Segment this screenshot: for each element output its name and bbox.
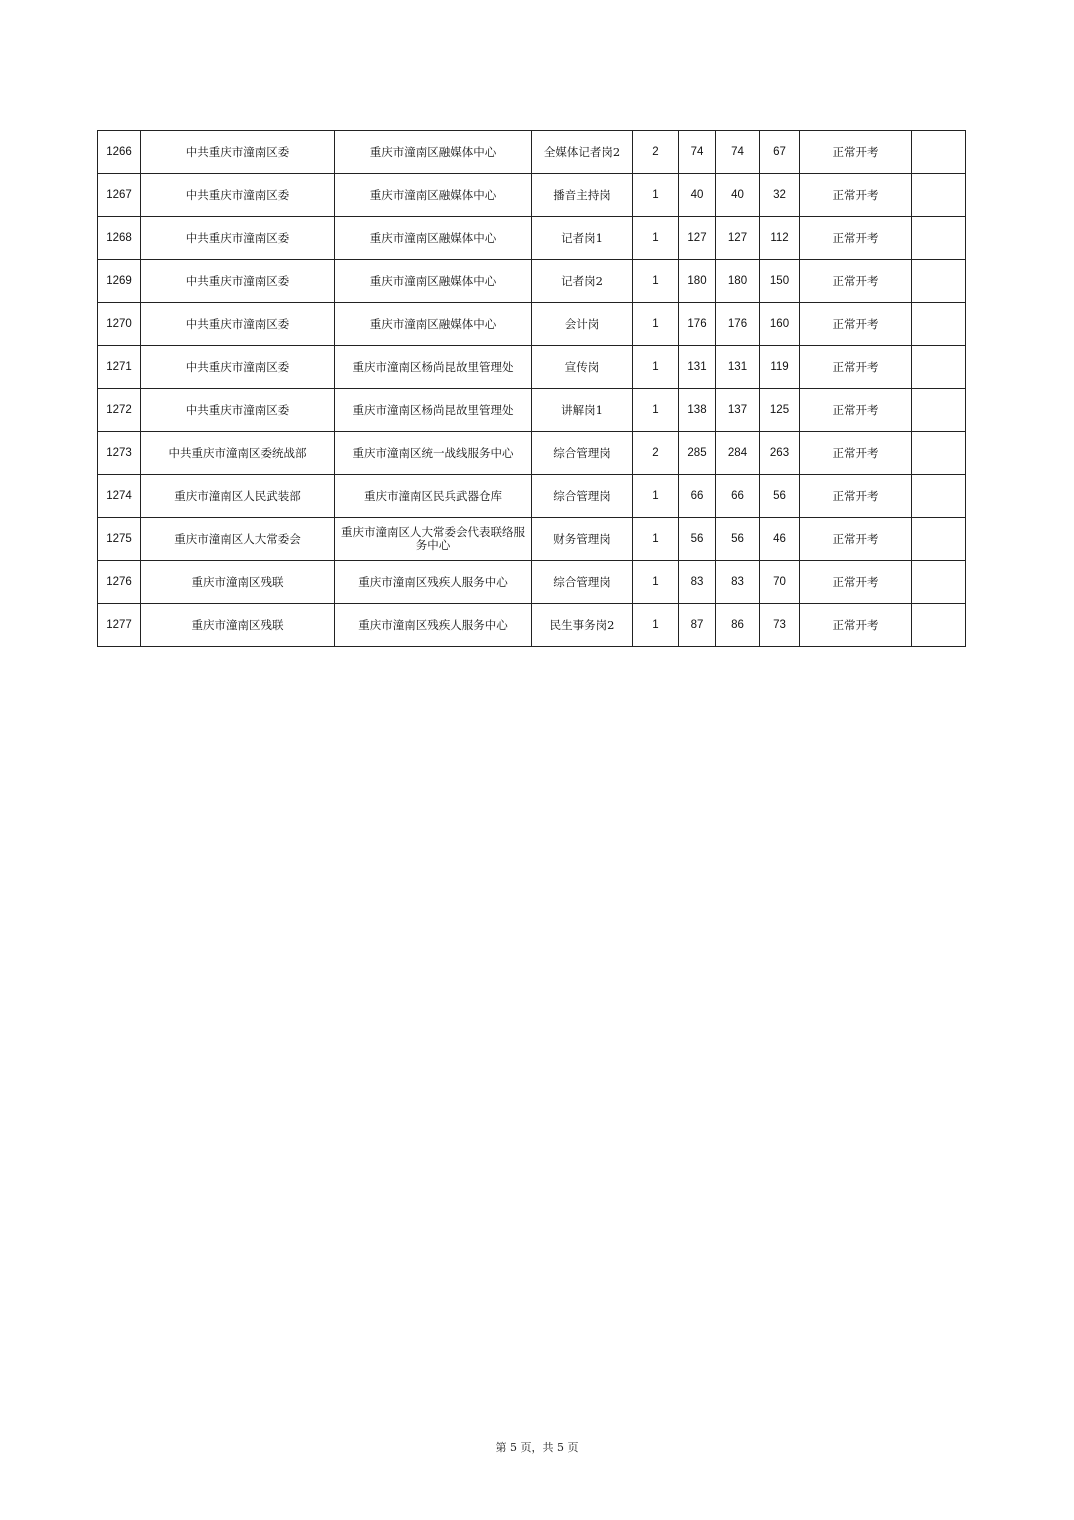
plan-count-cell: 1 xyxy=(633,518,679,561)
row-code: 1276 xyxy=(98,561,141,604)
count-2-cell: 66 xyxy=(716,475,760,518)
department-cell: 重庆市潼南区残联 xyxy=(141,561,335,604)
count-1-cell: 285 xyxy=(679,432,716,475)
unit-cell: 重庆市潼南区融媒体中心 xyxy=(335,131,532,174)
plan-count-cell: 1 xyxy=(633,174,679,217)
count-3-cell: 160 xyxy=(760,303,800,346)
row-code: 1266 xyxy=(98,131,141,174)
count-3-cell: 32 xyxy=(760,174,800,217)
table-row xyxy=(98,217,966,260)
count-3-cell: 112 xyxy=(760,217,800,260)
count-3-cell: 70 xyxy=(760,561,800,604)
post-cell: 全媒体记者岗2 xyxy=(532,131,633,174)
unit-cell: 重庆市潼南区人大常委会代表联络服务中心 xyxy=(335,518,532,561)
post-cell: 记者岗2 xyxy=(532,260,633,303)
count-3-cell: 263 xyxy=(760,432,800,475)
row-code: 1268 xyxy=(98,217,141,260)
unit-cell: 重庆市潼南区民兵武器仓库 xyxy=(335,475,532,518)
count-1-cell: 40 xyxy=(679,174,716,217)
note-cell xyxy=(912,131,966,174)
unit-cell: 重庆市潼南区杨尚昆故里管理处 xyxy=(335,389,532,432)
count-1-cell: 131 xyxy=(679,346,716,389)
plan-count-cell: 2 xyxy=(633,432,679,475)
table-row xyxy=(98,389,966,432)
row-code: 1271 xyxy=(98,346,141,389)
plan-count-cell: 1 xyxy=(633,475,679,518)
row-code: 1270 xyxy=(98,303,141,346)
row-code: 1272 xyxy=(98,389,141,432)
note-cell xyxy=(912,260,966,303)
status-cell: 正常开考 xyxy=(800,518,912,561)
status-cell: 正常开考 xyxy=(800,389,912,432)
status-cell: 正常开考 xyxy=(800,604,912,647)
table-body xyxy=(98,131,966,647)
row-code: 1267 xyxy=(98,174,141,217)
table-row xyxy=(98,432,966,475)
plan-count-cell: 1 xyxy=(633,303,679,346)
count-2-cell: 131 xyxy=(716,346,760,389)
note-cell xyxy=(912,475,966,518)
count-2-cell: 74 xyxy=(716,131,760,174)
row-code: 1275 xyxy=(98,518,141,561)
post-cell: 综合管理岗 xyxy=(532,475,633,518)
plan-count-cell: 1 xyxy=(633,346,679,389)
count-3-cell: 150 xyxy=(760,260,800,303)
department-cell: 中共重庆市潼南区委统战部 xyxy=(141,432,335,475)
table-row xyxy=(98,561,966,604)
count-3-cell: 56 xyxy=(760,475,800,518)
count-1-cell: 138 xyxy=(679,389,716,432)
count-2-cell: 40 xyxy=(716,174,760,217)
table-row xyxy=(98,260,966,303)
post-cell: 讲解岗1 xyxy=(532,389,633,432)
department-cell: 中共重庆市潼南区委 xyxy=(141,303,335,346)
row-code: 1273 xyxy=(98,432,141,475)
status-cell: 正常开考 xyxy=(800,217,912,260)
unit-cell: 重庆市潼南区残疾人服务中心 xyxy=(335,561,532,604)
post-cell: 综合管理岗 xyxy=(532,561,633,604)
table-row xyxy=(98,174,966,217)
note-cell xyxy=(912,432,966,475)
status-cell: 正常开考 xyxy=(800,260,912,303)
department-cell: 中共重庆市潼南区委 xyxy=(141,217,335,260)
data-table xyxy=(97,130,966,647)
department-cell: 重庆市潼南区人民武装部 xyxy=(141,475,335,518)
department-cell: 中共重庆市潼南区委 xyxy=(141,131,335,174)
count-2-cell: 180 xyxy=(716,260,760,303)
count-2-cell: 83 xyxy=(716,561,760,604)
unit-cell: 重庆市潼南区融媒体中心 xyxy=(335,174,532,217)
post-cell: 财务管理岗 xyxy=(532,518,633,561)
count-2-cell: 127 xyxy=(716,217,760,260)
count-3-cell: 119 xyxy=(760,346,800,389)
note-cell xyxy=(912,389,966,432)
count-1-cell: 127 xyxy=(679,217,716,260)
plan-count-cell: 1 xyxy=(633,217,679,260)
count-2-cell: 137 xyxy=(716,389,760,432)
note-cell xyxy=(912,346,966,389)
count-1-cell: 83 xyxy=(679,561,716,604)
table-row xyxy=(98,604,966,647)
post-cell: 记者岗1 xyxy=(532,217,633,260)
unit-cell: 重庆市潼南区杨尚昆故里管理处 xyxy=(335,346,532,389)
status-cell: 正常开考 xyxy=(800,346,912,389)
status-cell: 正常开考 xyxy=(800,432,912,475)
post-cell: 民生事务岗2 xyxy=(532,604,633,647)
status-cell: 正常开考 xyxy=(800,561,912,604)
plan-count-cell: 2 xyxy=(633,131,679,174)
note-cell xyxy=(912,174,966,217)
table-row xyxy=(98,518,966,561)
count-2-cell: 56 xyxy=(716,518,760,561)
department-cell: 中共重庆市潼南区委 xyxy=(141,174,335,217)
count-3-cell: 67 xyxy=(760,131,800,174)
count-2-cell: 176 xyxy=(716,303,760,346)
unit-cell: 重庆市潼南区融媒体中心 xyxy=(335,217,532,260)
count-1-cell: 176 xyxy=(679,303,716,346)
count-3-cell: 73 xyxy=(760,604,800,647)
department-cell: 中共重庆市潼南区委 xyxy=(141,346,335,389)
count-2-cell: 284 xyxy=(716,432,760,475)
count-1-cell: 56 xyxy=(679,518,716,561)
department-cell: 中共重庆市潼南区委 xyxy=(141,389,335,432)
page-number: 第 5 页，共 5 页 xyxy=(495,1441,579,1454)
post-cell: 宣传岗 xyxy=(532,346,633,389)
count-3-cell: 46 xyxy=(760,518,800,561)
table-row xyxy=(98,303,966,346)
status-cell: 正常开考 xyxy=(800,475,912,518)
note-cell xyxy=(912,561,966,604)
unit-cell: 重庆市潼南区融媒体中心 xyxy=(335,260,532,303)
unit-cell: 重庆市潼南区残疾人服务中心 xyxy=(335,604,532,647)
note-cell xyxy=(912,518,966,561)
status-cell: 正常开考 xyxy=(800,303,912,346)
plan-count-cell: 1 xyxy=(633,260,679,303)
count-1-cell: 180 xyxy=(679,260,716,303)
department-cell: 重庆市潼南区残联 xyxy=(141,604,335,647)
department-cell: 重庆市潼南区人大常委会 xyxy=(141,518,335,561)
table-row xyxy=(98,475,966,518)
row-code: 1269 xyxy=(98,260,141,303)
note-cell xyxy=(912,303,966,346)
count-2-cell: 86 xyxy=(716,604,760,647)
post-cell: 会计岗 xyxy=(532,303,633,346)
department-cell: 中共重庆市潼南区委 xyxy=(141,260,335,303)
plan-count-cell: 1 xyxy=(633,561,679,604)
plan-count-cell: 1 xyxy=(633,604,679,647)
note-cell xyxy=(912,217,966,260)
post-cell: 播音主持岗 xyxy=(532,174,633,217)
row-code: 1277 xyxy=(98,604,141,647)
count-1-cell: 66 xyxy=(679,475,716,518)
plan-count-cell: 1 xyxy=(633,389,679,432)
unit-cell: 重庆市潼南区统一战线服务中心 xyxy=(335,432,532,475)
status-cell: 正常开考 xyxy=(800,174,912,217)
status-cell: 正常开考 xyxy=(800,131,912,174)
count-1-cell: 74 xyxy=(679,131,716,174)
count-3-cell: 125 xyxy=(760,389,800,432)
table-row xyxy=(98,346,966,389)
note-cell xyxy=(912,604,966,647)
table-row xyxy=(98,131,966,174)
unit-cell: 重庆市潼南区融媒体中心 xyxy=(335,303,532,346)
post-cell: 综合管理岗 xyxy=(532,432,633,475)
count-1-cell: 87 xyxy=(679,604,716,647)
row-code: 1274 xyxy=(98,475,141,518)
